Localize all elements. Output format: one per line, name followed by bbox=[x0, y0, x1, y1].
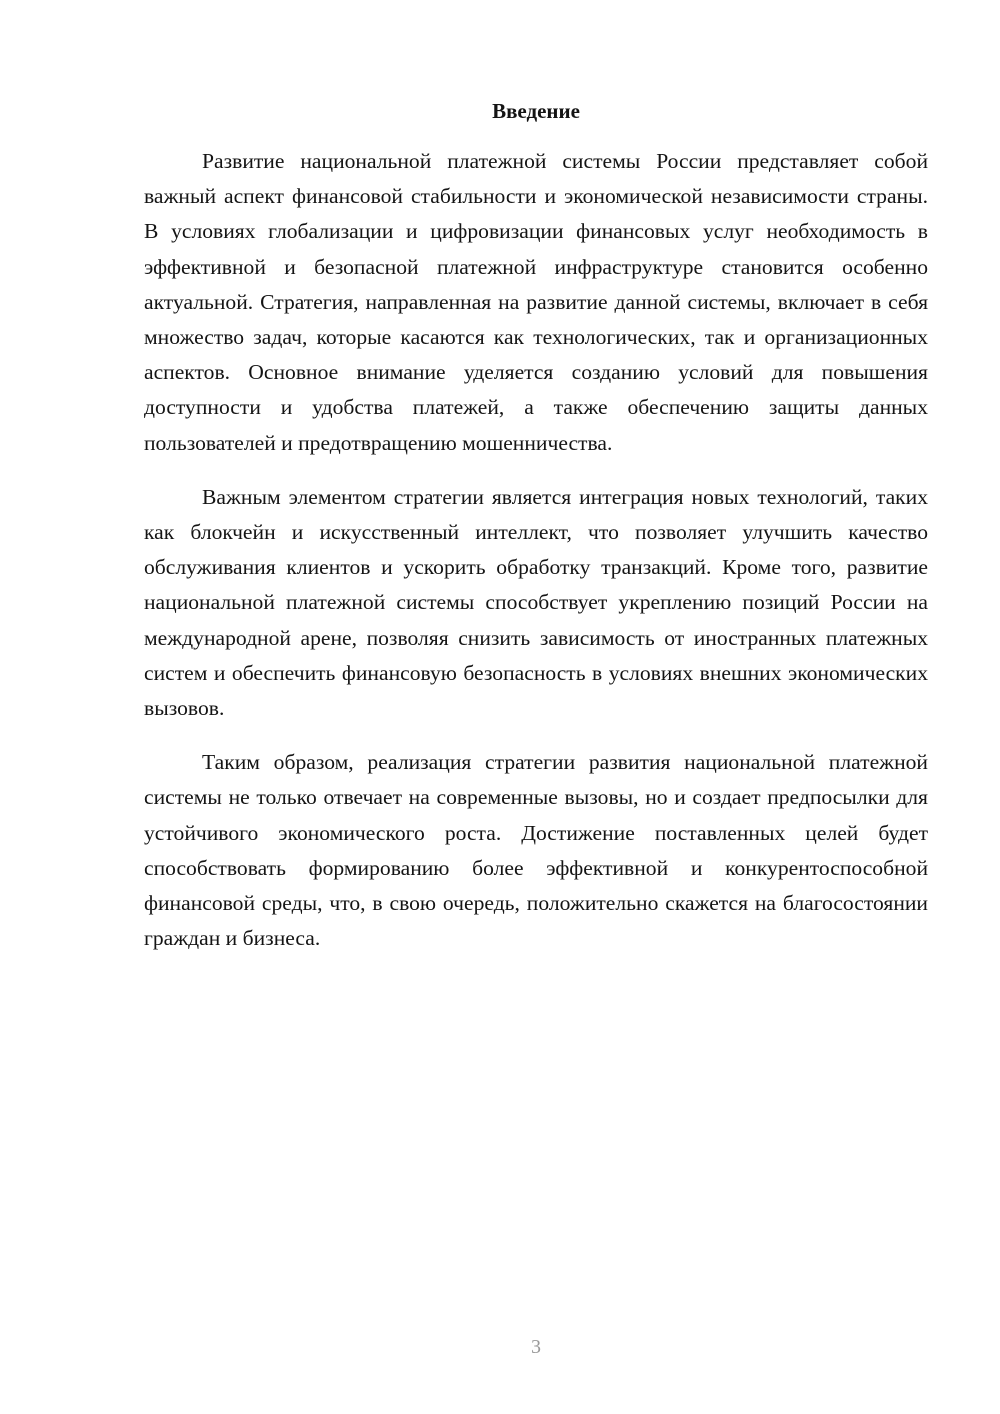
page-number: 3 bbox=[531, 1336, 541, 1358]
body-text bbox=[144, 144, 928, 975]
paragraph-1: Развитие национальной платежной системы России представляет собой важный аспект финансовой стабильности и экономической независимости страны. В условиях глобализации и цифровизации финансовых услуг необходимость в эффективной и безопасной платежной инфраструктуре становится особенно актуальной. Стратегия, направленная на развитие данной системы, включает в себя множество задач, которые касаются как технологических, так и организационных аспектов. Основное внимание уделяется созданию условий для повышения доступности и удобства платежей, а также обеспечению защиты данных пользователей и предотвращению мошенничества. bbox=[144, 149, 928, 455]
paragraph-3: Таким образом, реализация стратегии развития национальной платежной системы не только отвечает на современные вызовы, но и создает предпосылки для устойчивого экономического роста. Достижение поставленных целей будет способствовать формированию более эффективной и конкурентоспособной финансовой среды, что, в свою очередь, положительно скажется на благосостоянии граждан и бизнеса. bbox=[144, 750, 928, 951]
paragraph-2: Важным элементом стратегии является интеграция новых технологий, таких как блокчейн и искусственный интеллект, что позволяет улучшить качество обслуживания клиентов и ускорить обработку транзакций. Кроме того, развитие национальной платежной системы способствует укреплению позиций России на международной арене, позволяя снизить зависимость от иностранных платежных систем и обеспечить финансовую безопасность в условиях внешних экономических вызовов. bbox=[144, 484, 928, 721]
section-heading: Введение bbox=[492, 99, 580, 123]
